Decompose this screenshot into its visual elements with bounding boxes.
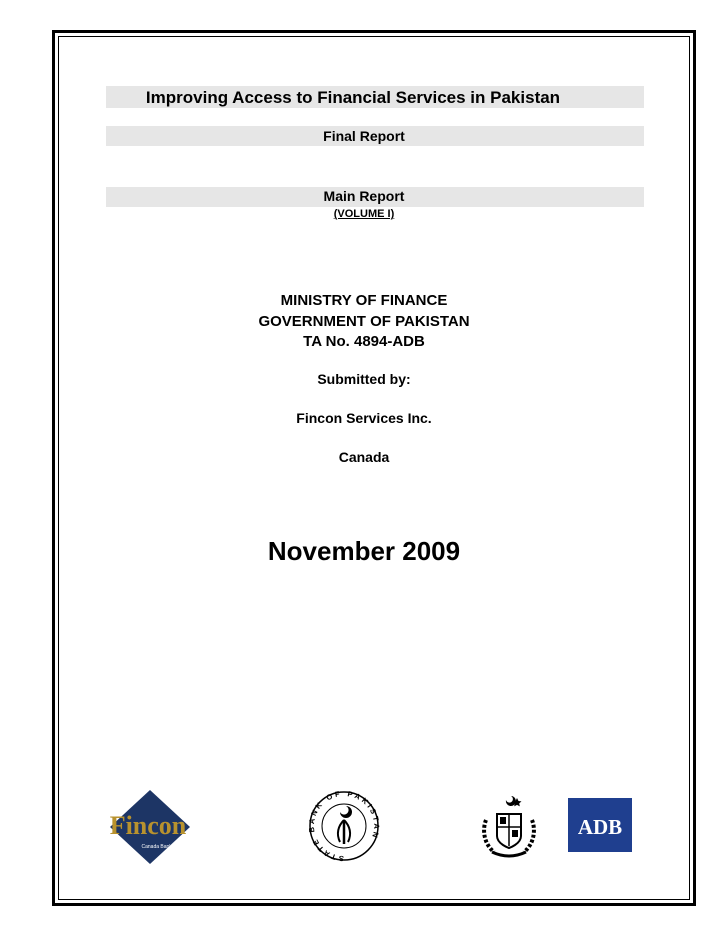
submitted-by-label: Submitted by: (317, 371, 411, 387)
report-section: Main Report (323, 188, 405, 204)
government-of-pakistan-emblem (478, 794, 540, 860)
page-border-inner (58, 36, 690, 900)
fincon-logo (100, 788, 196, 866)
report-date: November 2009 (267, 536, 461, 566)
fincon-logo-wordmark: Fincon (109, 811, 187, 840)
state-bank-of-pakistan-seal (304, 790, 384, 862)
client-ministry: MINISTRY OF FINANCE (280, 292, 448, 309)
fincon-logo-tagline: Canada Banking (141, 844, 179, 850)
report-volume: (VOLUME I) (333, 208, 395, 220)
submitter-country: Canada (338, 449, 390, 465)
client-ta-number: TA No. 4894-ADB (303, 333, 425, 350)
report-subtitle: Final Report (323, 128, 405, 144)
adb-logo-text: ADB (577, 815, 623, 839)
adb-logo (568, 798, 632, 852)
submitter-company: Fincon Services Inc. (296, 410, 432, 426)
report-title: Improving Access to Financial Services in Pakistan (145, 88, 561, 107)
seal-ring-text: STATE BANK OF PAKISTAN (306, 790, 382, 862)
client-government: GOVERNMENT OF PAKISTAN (258, 313, 470, 330)
